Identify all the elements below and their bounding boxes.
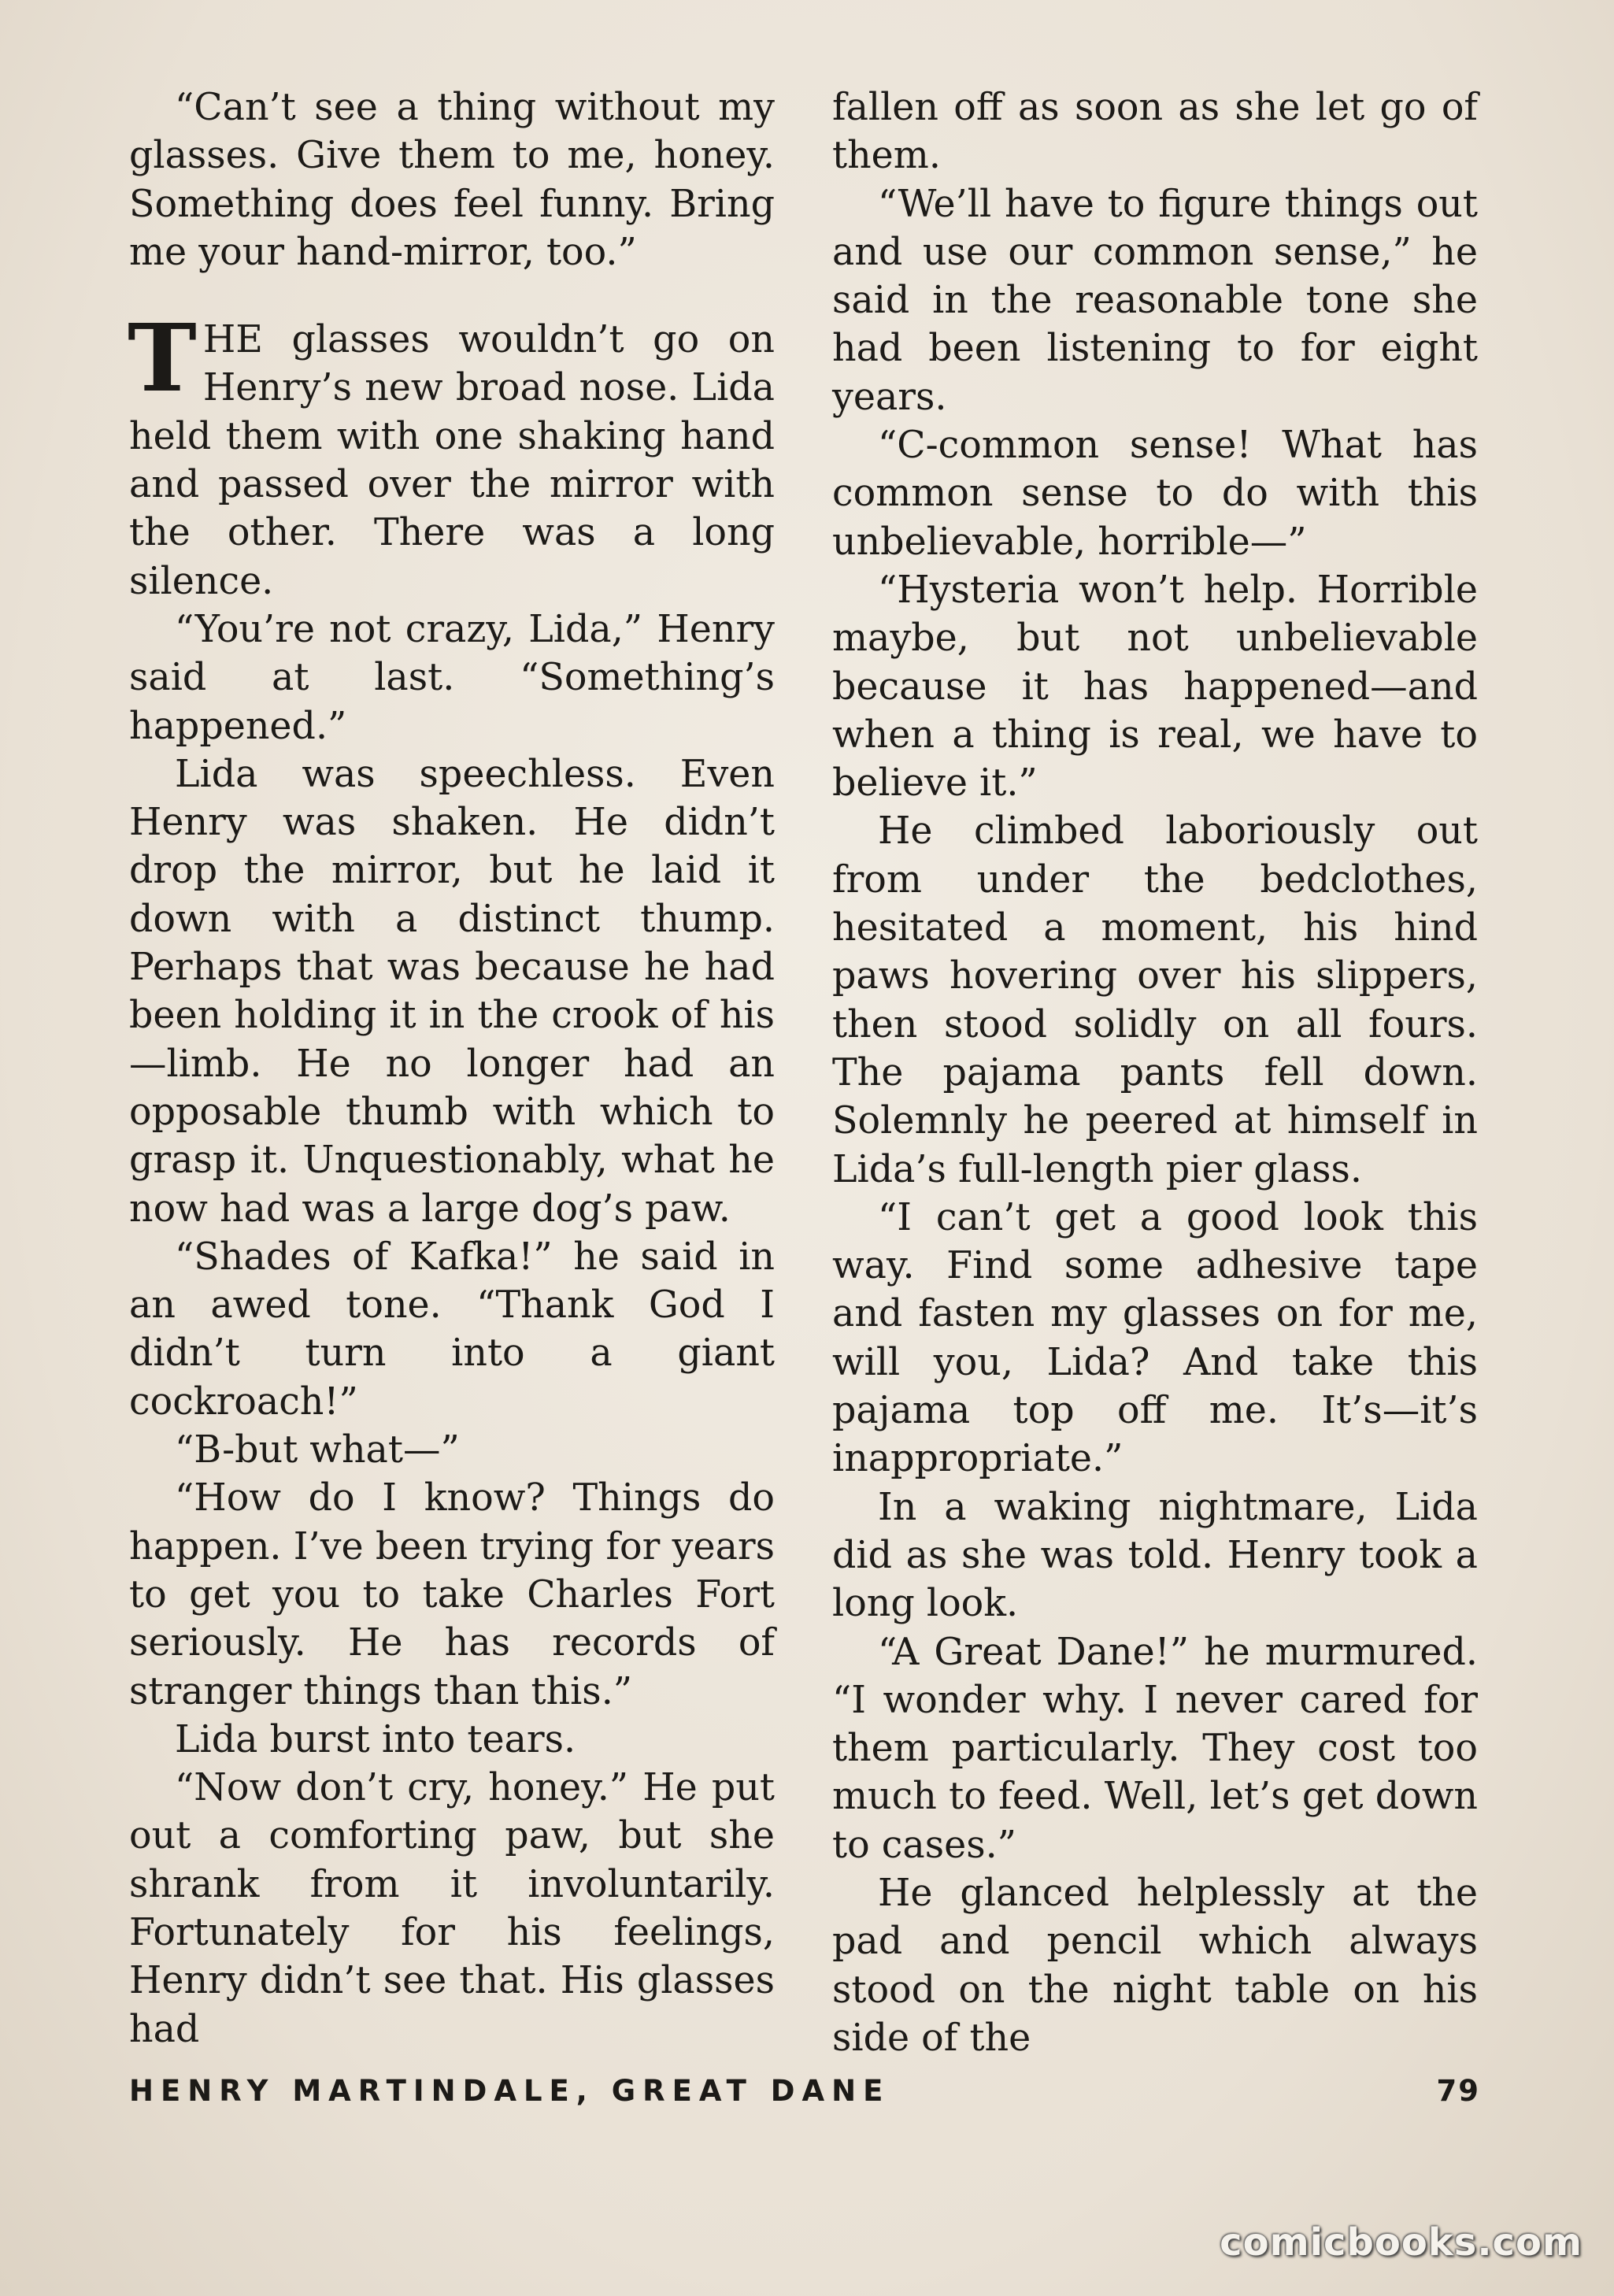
page-number: 79 xyxy=(1436,2074,1480,2108)
paragraph: Lida was speechless. Even Henry was shaken. He didn’t drop the mirror, but he laid it down with a distinct thump. Perhaps that was because he had been holding it in the crook of his—limb. He no longer had an opposable thumb with which to grasp it. Unquestionably, what he now had was a large dog’s paw. xyxy=(129,752,775,1231)
running-title: HENRY MARTINDALE, GREAT DANE xyxy=(129,2074,890,2108)
right-column xyxy=(832,83,1478,2062)
paragraph: “We’ll have to figure things out and use our common sense,” he said in the reasonable tone she had been listening to for eight years. xyxy=(832,182,1478,419)
paragraph: “Now don’t cry, honey.” He put out a comforting paw, but she shrank from it involuntarily. Fortunately for his feelings, Henry didn’t see that. His glasses had xyxy=(129,1766,775,2051)
paragraph: fallen off as soon as she let go of them. xyxy=(832,86,1478,178)
paragraph-text: HE glasses wouldn’t go on Henry’s new broad nose. Lida held them with one shaking hand and passed over the mirror with the other. There was a long silence. xyxy=(129,318,775,603)
watermark: comicbooks.com xyxy=(1220,2220,1583,2265)
paragraph: He climbed laboriously out from under the bedclothes, hesitated a moment, his hind paws hovering over his slippers, then stood solidly on all fours. The pajama pants fell down. Solemnly he peered at himself in Lida’s full-length pier glass. xyxy=(832,809,1478,1191)
page-footer xyxy=(129,2074,1480,2108)
paragraph: “Shades of Kafka!” he said in an awed tone. “Thank God I didn’t turn into a giant cockroach!” xyxy=(129,1235,775,1424)
paragraph: “A Great Dane!” he murmured. “I wonder why. I never cared for them particularly. They cost too much to feed. Well, let’s get down to cases.” xyxy=(832,1630,1478,1867)
paragraph: “B-but what—” xyxy=(175,1428,460,1472)
paragraph: “Can’t see a thing without my glasses. Give them to me, honey. Something does feel funny. Bring me your hand-mirror, too.” xyxy=(129,86,775,274)
paragraph: “How do I know? Things do happen. I’ve been trying for years to get you to take Charles Fort seriously. He has records of stranger things than this.” xyxy=(129,1476,775,1713)
left-column xyxy=(129,83,775,2053)
paragraph: “C-common sense! What has common sense to do with this unbelievable, horrible—” xyxy=(832,424,1478,564)
paragraph: “You’re not crazy, Lida,” Henry said at last. “Something’s happened.” xyxy=(129,607,775,748)
paragraph: Lida burst into tears. xyxy=(175,1717,576,1761)
paragraph: He glanced helplessly at the pad and pencil which always stood on the night table on his side of the xyxy=(832,1871,1478,2060)
paragraph-with-dropcap xyxy=(128,303,775,605)
paragraph: In a waking nightmare, Lida did as she was told. Henry took a long look. xyxy=(832,1485,1478,1626)
paragraph: “I can’t get a good look this way. Find some adhesive tape and fasten my glasses on for me, will you, Lida? And take this pajama top off me. It’s—it’s inappropriate.” xyxy=(832,1195,1478,1481)
drop-cap: T xyxy=(128,303,197,413)
paragraph: “Hysteria won’t help. Horrible maybe, but not unbelievable because it has happened—and when a thing is real, we have to believe it.” xyxy=(832,568,1478,805)
